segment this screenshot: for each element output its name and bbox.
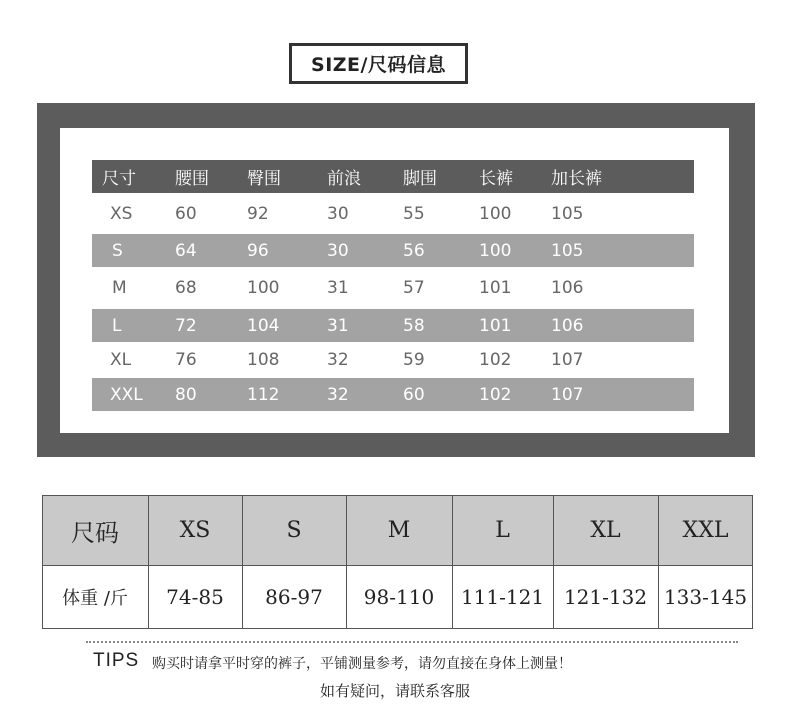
measurement-cell: 前浪 [327,169,361,189]
measurement-cell: 80 [175,384,197,405]
measurement-cell: 68 [175,277,197,298]
measurement-cell: 105 [551,203,584,224]
measurement-cell: 100 [479,240,512,261]
measurement-cell: 长裤 [479,169,513,189]
size-table-row [92,197,694,230]
tips-text: 购买时请拿平时穿的裤子，平铺测量参考，请勿直接在身体上测量！ [152,656,572,672]
measurement-cell: 96 [247,240,269,261]
measurement-cell: 31 [327,277,349,298]
measurement-cell: 31 [327,315,349,336]
weight-range-cell: 98-110 [363,585,435,609]
size-table-row [92,234,694,267]
size-label-cell: XXL [110,384,143,405]
measurement-cell: 55 [403,203,425,224]
measurement-cell: 92 [247,203,269,224]
size-label-cell: XL [110,349,132,370]
measurement-cell: 32 [327,384,349,405]
size-cell: L [495,517,510,543]
weight-range-cell: 121-132 [563,585,648,609]
size-cell: XXL [682,517,729,543]
measurement-cell: 腰围 [175,169,209,189]
size-cell: M [387,517,411,543]
tips-contact-note: 如有疑问，请联系客服 [319,682,470,700]
measurement-cell: 30 [327,240,349,261]
measurement-cell: 64 [175,240,197,261]
measurement-cell: 108 [247,349,280,370]
size-table-row [92,378,694,411]
size-table-header [92,160,694,193]
size-table-row [92,343,694,376]
size-label-cell: XS [110,203,133,224]
measurement-cell: 101 [479,315,512,336]
size-cell: S [286,517,302,543]
measurement-cell: 32 [327,349,349,370]
measurement-cell: 57 [403,277,425,298]
weight-range-cell: 133-145 [663,585,748,609]
measurement-cell: 100 [247,277,280,298]
measurement-cell: 76 [175,349,197,370]
measurement-cell: 60 [175,203,197,224]
measurement-cell: 106 [551,277,584,298]
measurement-cell: 100 [479,203,512,224]
weight-range-cell: 86-97 [265,585,323,609]
measurement-cell: 107 [551,349,584,370]
size-label-cell: L [112,315,122,336]
measurement-cell: 臀围 [247,169,281,189]
size-table-row [92,309,694,342]
measurement-cell: 106 [551,315,584,336]
size-cell: XS [179,517,211,543]
size-label-cell: S [112,240,123,261]
measurement-cell: 脚围 [403,169,437,189]
measurement-cell: 30 [327,203,349,224]
measurement-cell: 107 [551,384,584,405]
measurement-cell: 72 [175,315,197,336]
measurement-cell: 加长裤 [551,169,602,189]
size-table-row [92,271,694,304]
weight-table [42,495,753,629]
measurement-cell: 59 [403,349,425,370]
weight-range-cell: 111-121 [460,585,545,609]
size-label-cell: 尺寸 [102,169,136,189]
measurement-cell: 56 [403,240,425,261]
measurement-cell: 104 [247,315,280,336]
page-title: SIZE/尺码信息 [289,43,468,84]
size-label-cell: M [112,277,127,298]
weight-heading-cell: 体重 /斤 [62,588,128,609]
measurement-cell: 60 [403,384,425,405]
measurement-cell: 102 [479,384,512,405]
measurement-cell: 58 [403,315,425,336]
measurement-cell: 102 [479,349,512,370]
size-heading-cell: 尺码 [71,518,119,547]
measurement-cell: 101 [479,277,512,298]
tips-label: TIPS [93,650,140,671]
tips-divider [86,641,738,643]
measurement-cell: 105 [551,240,584,261]
size-cell: XL [590,517,621,543]
measurement-cell: 112 [247,384,280,405]
weight-range-cell: 74-85 [166,585,224,609]
